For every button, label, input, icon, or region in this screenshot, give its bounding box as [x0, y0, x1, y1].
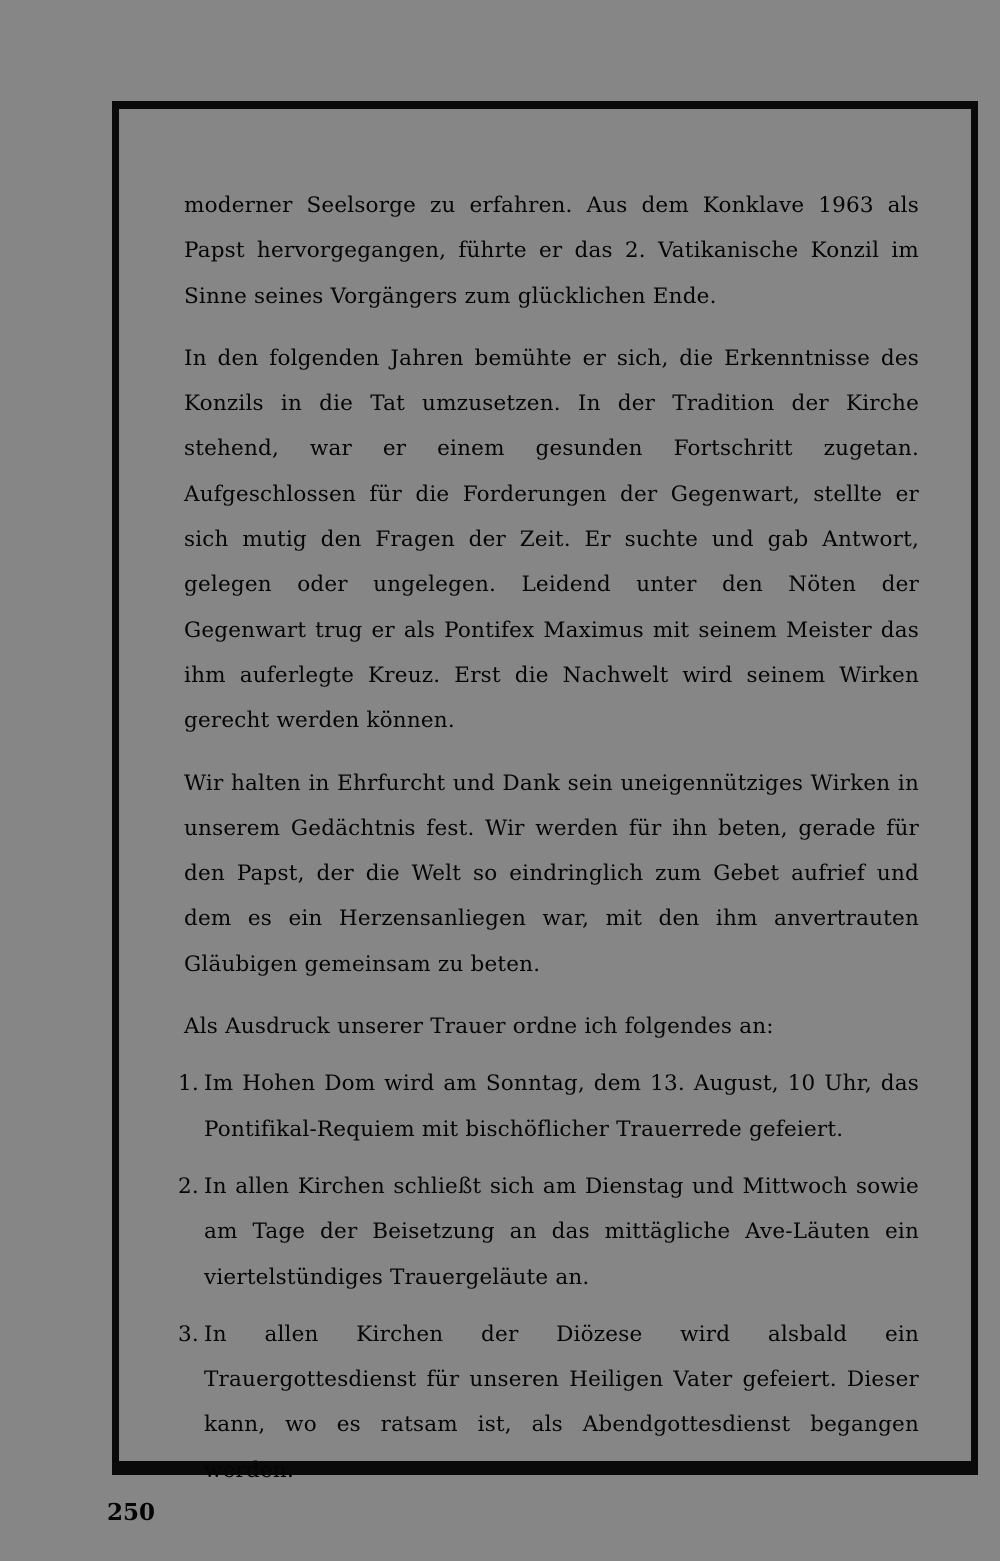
list-item-number: 2.	[178, 1173, 199, 1199]
list-item-number: 3.	[178, 1321, 199, 1347]
paragraph-1: moderner Seelsorge zu erfahren. Aus dem Konklave 1963 als Papst hervorgegangen, führte er das 2. Vatikanische Konzil im Sinne seines Vorgängers zum glücklichen Ende.	[184, 193, 919, 309]
list-item	[178, 1061, 919, 1152]
paragraph-2: In den folgenden Jahren bemühte er sich, die Erkenntnisse des Konzils in die Tat umzusetzen. In der Tradition der Kirche stehend, war er einem gesunden Fortschritt zugetan. Aufgeschlossen für die Forderungen der Gegenwart, stellte er sich mutig den Fragen der Zeit. Er suchte und gab Antwort, gelegen oder ungelegen. Leidend unter den Nöten der Gegenwart trug er als Pontifex Maximus mit seinem Meister das ihm auferlegte Kreuz. Erst die Nachwelt wird seinem Wirken gerecht werden können.	[184, 345, 919, 734]
list-item-text: In allen Kirchen der Diözese wird alsbald ein Trauergottesdienst für unseren Heiligen Vater gefeiert. Dieser kann, wo es ratsam ist, als Abendgottesdienst begangen werden.	[204, 1321, 919, 1483]
list-item-number: 1.	[178, 1071, 199, 1097]
document-body	[178, 183, 919, 1493]
list-item	[178, 1312, 919, 1493]
paragraph-3: Wir halten in Ehrfurcht und Dank sein uneigennütziges Wirken in unserem Gedächtnis fest. Wir werden für ihn beten, gerade für den Papst, der die Welt so eindringlich zum Gebet aufrief und dem es ein Herzensanliegen war, mit den ihm anvertrauten Gläubigen gemeinsam zu beten.	[184, 770, 919, 977]
page-number: 250	[107, 1499, 156, 1526]
ordinance-list	[178, 1061, 919, 1493]
list-item	[178, 1164, 919, 1300]
page-frame	[112, 101, 978, 1483]
list-item-text: In allen Kirchen schließt sich am Dienstag und Mittwoch sowie am Tage der Beisetzung an das mittägliche Ave-Läuten ein viertelstündiges Trauergeläute an.	[204, 1173, 919, 1290]
list-item-text: Im Hohen Dom wird am Sonntag, dem 13. August, 10 Uhr, das Pontifikal-Requiem mit bischöflicher Trauerrede gefeiert.	[204, 1071, 919, 1142]
paragraph-4: Als Ausdruck unserer Trauer ordne ich folgendes an:	[184, 1014, 774, 1040]
